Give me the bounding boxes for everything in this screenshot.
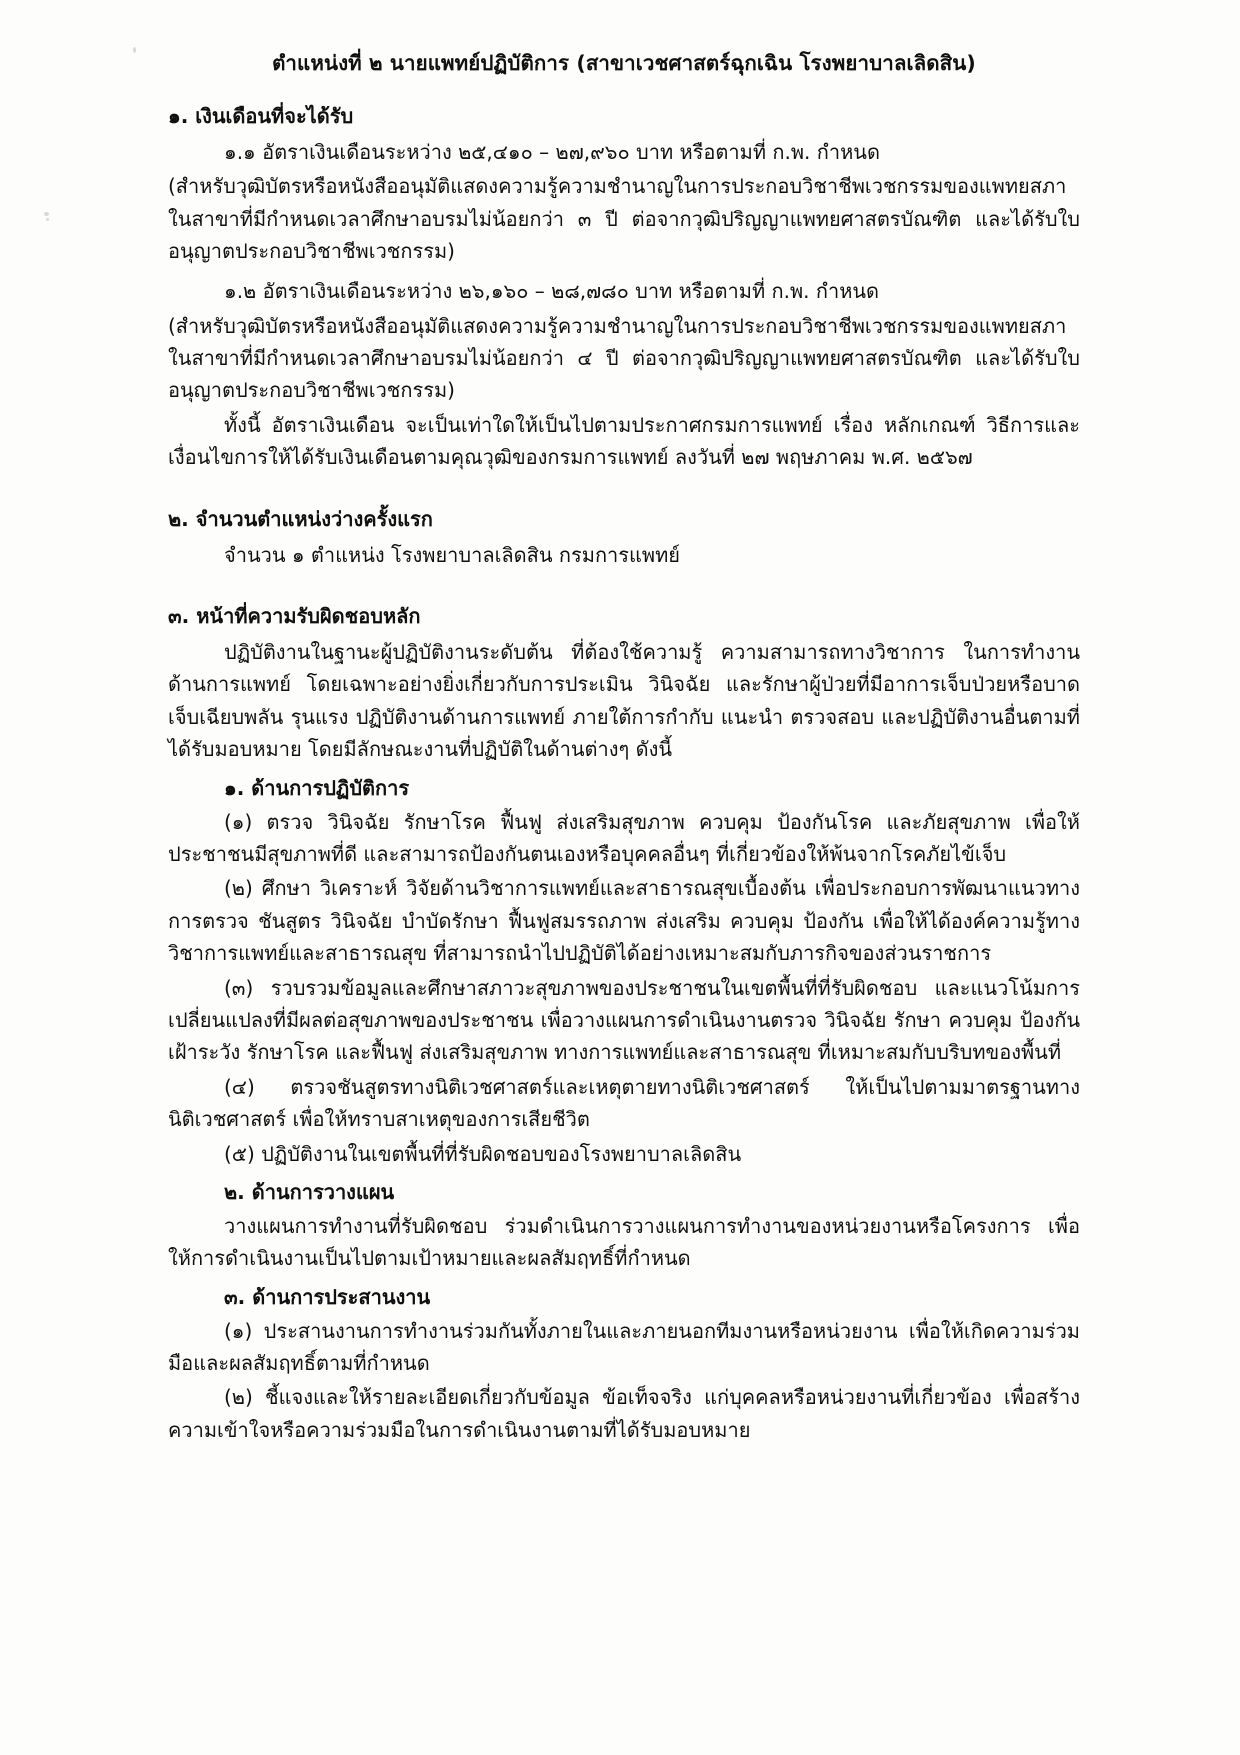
paragraph: ๑.๒ อัตราเงินเดือนระหว่าง ๒๖,๑๖๐ – ๒๘,๗๘๐ บาท หรือตามที่ ก.พ. กำหนด: [224, 279, 880, 304]
list-item: (๔) ตรวจชันสูตรทางนิติเวชศาสตร์และเหตุตายทางนิติเวชศาสตร์ ให้เป็นไปตามมาตรฐานทางนิติเวชศาสตร์ เพื่อให้ทราบสาเหตุของการเสียชีวิต: [168, 1074, 1080, 1132]
scan-speck: [44, 212, 49, 216]
subsection-heading: ๓. ด้านการประสานงาน: [224, 1284, 431, 1309]
section-heading: ๑. เงินเดือนที่จะได้รับ: [168, 103, 354, 128]
paragraph: (สำหรับวุฒิบัตรหรือหนังสืออนุมัติแสดงความรู้ความชำนาญในการประกอบวิชาชีพเวชกรรมของแพทยสภา ในสาขาที่มีกำหนดเวลาศึกษาอบรมไม่น้อยกว่า ๓ ปี ต่อจากวุฒิปริญญาแพทยศาสตรบัณฑิต และได้รับใบอนุญาตประกอบวิชาชีพเวชกรรม): [168, 174, 1080, 263]
section-vacancies: [168, 504, 1080, 571]
scan-speck: [46, 218, 49, 221]
paragraph: ปฏิบัติงานในฐานะผู้ปฏิบัติงานระดับต้น ที่ต้องใช้ความรู้ ความสามารถทางวิชาการ ในการทำงานด้านการแพทย์ โดยเฉพาะอย่างยิ่งเกี่ยวกับการประเมิน วินิจฉัย และรักษาผู้ป่วยที่มีอาการเจ็บป่วยหรือบาดเจ็บเฉียบพลัน รุนแรง ปฏิบัติงานด้านการแพทย์ ภายใต้การกำกับ แนะนำ ตรวจสอบ และปฏิบัติงานอื่นตามที่ได้รับมอบหมาย โดยมีลักษณะงานที่ปฏิบัติในด้านต่างๆ ดังนี้: [168, 640, 1080, 762]
list-item: (๓) รวบรวมข้อมูลและศึกษาสภาวะสุขภาพของประชาชนในเขตพื้นที่ที่รับผิดชอบ และแนวโน้มการเปลี่ยนแปลงที่มีผลต่อสุขภาพของประชาชน เพื่อวางแผนการดำเนินงานตรวจ วินิจฉัย รักษา ควบคุม ป้องกัน เฝ้าระวัง รักษาโรค และฟื้นฟู ส่งเสริมสุขภาพ ทางการแพทย์และสาธารณสุข ที่เหมาะสมกับบริบทของพื้นที่: [168, 975, 1080, 1065]
section-heading: ๒. จำนวนตำแหน่งว่างครั้งแรก: [168, 506, 433, 531]
section-salary: [168, 101, 1080, 474]
section-heading: ๓. หน้าที่ความรับผิดชอบหลัก: [168, 604, 421, 629]
subsection-coordination: [168, 1281, 1080, 1447]
paragraph: ทั้งนี้ อัตราเงินเดือน จะเป็นเท่าใดให้เป็นไปตามประกาศกรมการแพทย์ เรื่อง หลักเกณฑ์ วิธีการและเงื่อนไขการให้ได้รับเงินเดือนตามคุณวุฒิของกรมการแพทย์ ลงวันที่ ๒๗ พฤษภาคม พ.ศ. ๒๕๖๗: [168, 412, 1080, 470]
document-body: [168, 48, 1080, 1448]
paragraph: (สำหรับวุฒิบัตรหรือหนังสืออนุมัติแสดงความรู้ความชำนาญในการประกอบวิชาชีพเวชกรรมของแพทยสภา ในสาขาที่มีกำหนดเวลาศึกษาอบรมไม่น้อยกว่า ๔ ปี ต่อจากวุฒิปริญญาแพทยศาสตรบัณฑิต และได้รับใบอนุญาตประกอบวิชาชีพเวชกรรม): [168, 313, 1080, 403]
list-item: วางแผนการทำงานที่รับผิดชอบ ร่วมดำเนินการวางแผนการทำงานของหน่วยงานหรือโครงการ เพื่อให้การดำเนินงานเป็นไปตามเป้าหมายและผลสัมฤทธิ์ที่กำหนด: [168, 1213, 1080, 1271]
list-item: (๕) ปฏิบัติงานในเขตพื้นที่ที่รับผิดชอบของโรงพยาบาลเลิดสิน: [224, 1141, 742, 1166]
subsection-operations: [168, 772, 1080, 1170]
list-item: (๑) ประสานงานการทำงานร่วมกันทั้งภายในและภายนอกทีมงานหรือหน่วยงาน เพื่อให้เกิดความร่วมมือและผลสัมฤทธิ์ตามที่กำหนด: [168, 1318, 1080, 1376]
paragraph: ๑.๑ อัตราเงินเดือนระหว่าง ๒๕,๔๑๐ – ๒๗,๙๖๐ บาท หรือตามที่ ก.พ. กำหนด: [224, 139, 880, 164]
page-title: ตำแหน่งที่ ๒ นายแพทย์ปฏิบัติการ (สาขาเวชศาสตร์ฉุกเฉิน โรงพยาบาลเลิดสิน): [272, 51, 976, 75]
section-responsibilities: [168, 601, 1080, 1446]
subsection-heading: ๑. ด้านการปฏิบัติการ: [224, 775, 410, 800]
list-item: (๒) ศึกษา วิเคราะห์ วิจัยด้านวิชาการแพทย์และสาธารณสุขเบื้องต้น เพื่อประกอบการพัฒนาแนวทางการตรวจ ชันสูตร วินิจฉัย บำบัดรักษา ฟื้นฟูสมรรถภาพ ส่งเสริม ควบคุม ป้องกัน เพื่อให้ได้องค์ความรู้ทางวิชาการแพทย์และสาธารณสุข ที่สามารถนำไปปฏิบัติได้อย่างเหมาะสมกับภารกิจของส่วนราชการ: [168, 876, 1080, 966]
paragraph: จำนวน ๑ ตำแหน่ง โรงพยาบาลเลิดสิน กรมการแพทย์: [224, 542, 680, 567]
subsection-planning: [168, 1176, 1080, 1275]
list-item: (๒) ชี้แจงและให้รายละเอียดเกี่ยวกับข้อมูล ข้อเท็จจริง แก่บุคคลหรือหน่วยงานที่เกี่ยวข้อง เพื่อสร้างความเข้าใจหรือความร่วมมือในการดำเนินงานตามที่ได้รับมอบหมาย: [168, 1385, 1080, 1442]
list-item: (๑) ตรวจ วินิจฉัย รักษาโรค ฟื้นฟู ส่งเสริมสุขภาพ ควบคุม ป้องกันโรค และภัยสุขภาพ เพื่อให้ประชาชนมีสุขภาพที่ดี และสามารถป้องกันตนเองหรือบุคคลอื่นๆ ที่เกี่ยวข้องให้พ้นจากโรคภัยไข้เจ็บ: [168, 809, 1080, 866]
subsection-heading: ๒. ด้านการวางแผน: [224, 1179, 395, 1204]
scan-speck: [133, 47, 136, 53]
